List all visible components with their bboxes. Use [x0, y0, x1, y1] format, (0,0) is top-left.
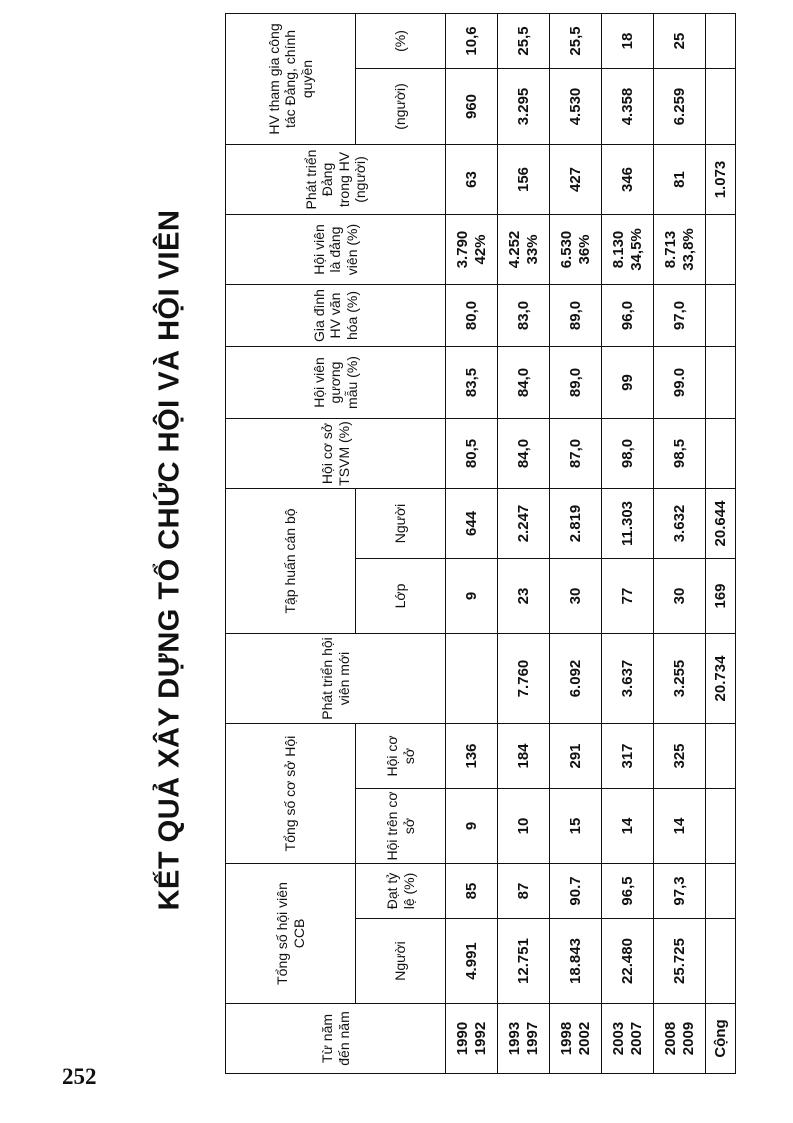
cell-cultured: 96,0 — [602, 285, 654, 347]
cell-model: 83,5 — [446, 347, 498, 419]
table-row — [498, 14, 550, 1074]
header-training: Tập huấn cán bộ — [226, 489, 356, 634]
cell-classes: 169 — [706, 559, 736, 634]
cell-work-pct — [706, 14, 736, 69]
results-table — [225, 13, 736, 1074]
cell-tsvm: 98,0 — [602, 419, 654, 489]
cell-work-pct: 10,6 — [446, 14, 498, 69]
cell-party: 8.713 33,8% — [654, 215, 706, 285]
table-row — [654, 14, 706, 1074]
cell-trainees: 644 — [446, 489, 498, 559]
header-training-people: Người — [356, 489, 446, 559]
table-total-row — [706, 14, 736, 1074]
cell-people: 18.843 — [550, 919, 602, 1004]
cell-party — [706, 215, 736, 285]
cell-model: 84,0 — [498, 347, 550, 419]
cell-cultured: 89,0 — [550, 285, 602, 347]
cell-work-people: 6.259 — [654, 69, 706, 145]
cell-rate: 97,3 — [654, 864, 706, 919]
table-row — [446, 14, 498, 1074]
cell-grassroots: 325 — [654, 724, 706, 789]
cell-people: 4.991 — [446, 919, 498, 1004]
cell-party: 4.252 33% — [498, 215, 550, 285]
cell-upper: 9 — [446, 789, 498, 864]
cell-party-dev: 156 — [498, 145, 550, 215]
cell-upper: 15 — [550, 789, 602, 864]
header-party-work-pct: (%) — [356, 14, 446, 69]
cell-upper: 10 — [498, 789, 550, 864]
cell-people: 22.480 — [602, 919, 654, 1004]
header-total-bases: Tổng số cơ sở Hội — [226, 724, 356, 864]
table-row — [602, 14, 654, 1074]
cell-trainees: 2.247 — [498, 489, 550, 559]
cell-work-people: 960 — [446, 69, 498, 145]
cell-grassroots — [706, 724, 736, 789]
cell-people: 25.725 — [654, 919, 706, 1004]
header-cultured-families: Gia đình HV văn hóa (%) — [226, 285, 446, 347]
cell-model: 99.0 — [654, 347, 706, 419]
cell-party-dev: 346 — [602, 145, 654, 215]
cell-tsvm: 80,5 — [446, 419, 498, 489]
cell-new: 20.734 — [706, 634, 736, 724]
header-training-classes: Lớp — [356, 559, 446, 634]
cell-rate: 90.7 — [550, 864, 602, 919]
cell-party-dev: 81 — [654, 145, 706, 215]
table-row — [550, 14, 602, 1074]
header-party-work-people: (người) — [356, 69, 446, 145]
cell-trainees: 20.644 — [706, 489, 736, 559]
cell-rate — [706, 864, 736, 919]
cell-period: 2008 2009 — [654, 1004, 706, 1074]
cell-model: 89,0 — [550, 347, 602, 419]
cell-cultured: 80,0 — [446, 285, 498, 347]
header-total-members: Tổng số hội viên CCB — [226, 864, 356, 1004]
cell-rate: 85 — [446, 864, 498, 919]
page-title-block — [140, 209, 200, 911]
cell-new: 3.637 — [602, 634, 654, 724]
cell-tsvm: 84,0 — [498, 419, 550, 489]
cell-trainees: 2.819 — [550, 489, 602, 559]
cell-classes: 30 — [550, 559, 602, 634]
header-bases-upper: Hội trên cơ sở — [356, 789, 446, 864]
header-party-work: HV tham gia công tác Đảng, chính quyền — [226, 14, 356, 145]
rotated-table-frame — [225, 23, 729, 1074]
cell-new — [446, 634, 498, 724]
cell-tsvm: 98,5 — [654, 419, 706, 489]
cell-upper: 14 — [654, 789, 706, 864]
cell-model: 99 — [602, 347, 654, 419]
cell-work-people: 4.358 — [602, 69, 654, 145]
cell-work-pct: 25 — [654, 14, 706, 69]
cell-party: 6.530 36% — [550, 215, 602, 285]
cell-trainees: 11.303 — [602, 489, 654, 559]
cell-rate: 96,5 — [602, 864, 654, 919]
header-new-members: Phát triển hội viên mới — [226, 634, 446, 724]
cell-cultured — [706, 285, 736, 347]
header-members-rate: Đạt tỷ lệ (%) — [356, 864, 446, 919]
cell-upper — [706, 789, 736, 864]
cell-upper: 14 — [602, 789, 654, 864]
cell-classes: 23 — [498, 559, 550, 634]
cell-new: 3.255 — [654, 634, 706, 724]
cell-cultured: 83,0 — [498, 285, 550, 347]
cell-period: Cộng — [706, 1004, 736, 1074]
header-model-members: Hội viên gương mẫu (%) — [226, 347, 446, 419]
header-members-people: Người — [356, 919, 446, 1004]
cell-period: 1990 1992 — [446, 1004, 498, 1074]
cell-party-dev: 63 — [446, 145, 498, 215]
cell-work-pct: 25,5 — [498, 14, 550, 69]
cell-people — [706, 919, 736, 1004]
cell-work-pct: 18 — [602, 14, 654, 69]
cell-people: 12.751 — [498, 919, 550, 1004]
cell-new: 6.092 — [550, 634, 602, 724]
cell-grassroots: 291 — [550, 724, 602, 789]
cell-grassroots: 317 — [602, 724, 654, 789]
cell-party-dev: 427 — [550, 145, 602, 215]
cell-party: 8.130 34,5% — [602, 215, 654, 285]
cell-classes: 30 — [654, 559, 706, 634]
cell-period: 1998 2002 — [550, 1004, 602, 1074]
table-body — [446, 14, 736, 1074]
cell-cultured: 97,0 — [654, 285, 706, 347]
header-party-members: Hội viên là đảng viên (%) — [226, 215, 446, 285]
page-title: KẾT QUẢ XÂY DỰNG TỔ CHỨC HỘI VÀ HỘI VIÊN — [153, 209, 186, 911]
cell-classes: 9 — [446, 559, 498, 634]
cell-party-dev: 1.073 — [706, 145, 736, 215]
cell-new: 7.760 — [498, 634, 550, 724]
cell-grassroots: 184 — [498, 724, 550, 789]
cell-work-people: 3.295 — [498, 69, 550, 145]
cell-grassroots: 136 — [446, 724, 498, 789]
cell-rate: 87 — [498, 864, 550, 919]
table-container — [225, 23, 729, 1074]
cell-period: 1993 1997 — [498, 1004, 550, 1074]
cell-trainees: 3.632 — [654, 489, 706, 559]
cell-model — [706, 347, 736, 419]
header-bases-grassroots: Hội cơ sở — [356, 724, 446, 789]
header-tsvm: Hội cơ sở TSVM (%) — [226, 419, 446, 489]
cell-tsvm: 87,0 — [550, 419, 602, 489]
cell-classes: 77 — [602, 559, 654, 634]
header-party-dev: Phát triển Đảng trong HV (người) — [226, 145, 446, 215]
cell-period: 2003 2007 — [602, 1004, 654, 1074]
cell-party: 3.790 42% — [446, 215, 498, 285]
cell-work-pct: 25,5 — [550, 14, 602, 69]
cell-work-people: 4.530 — [550, 69, 602, 145]
header-period: Từ năm đến năm — [226, 1004, 446, 1074]
cell-work-people — [706, 69, 736, 145]
cell-tsvm — [706, 419, 736, 489]
page-number: 252 — [62, 1064, 97, 1089]
